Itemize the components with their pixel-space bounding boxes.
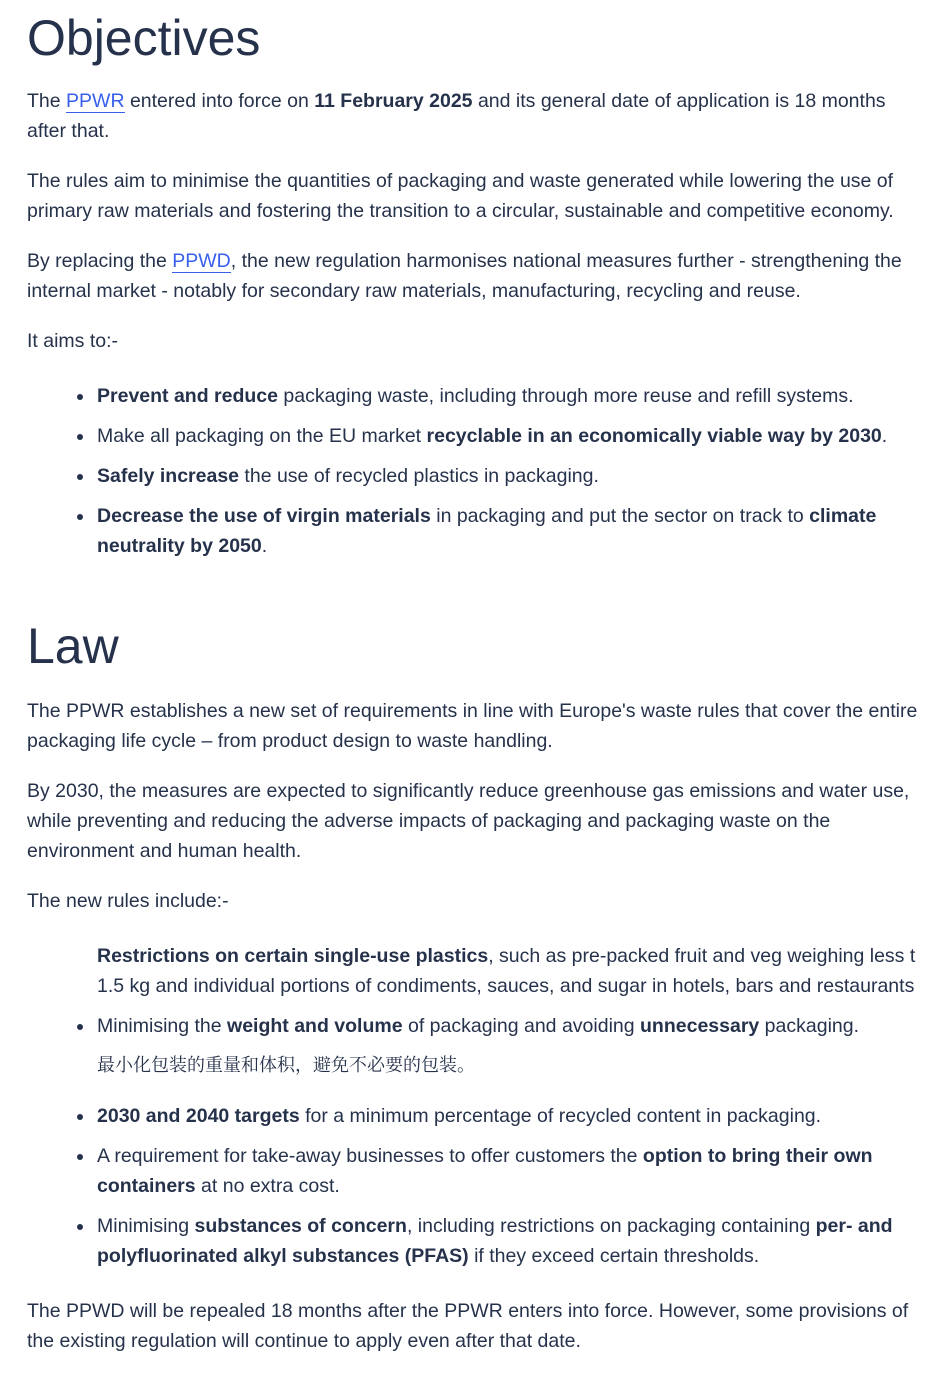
- objectives-paragraph-1: The PPWR entered into force on 11 February 2025 and its general date of application is 18 months after that.: [27, 90, 886, 142]
- rules-intro: The new rules include:-: [27, 890, 229, 912]
- law-paragraph-2: By 2030, the measures are expected to significantly reduce greenhouse gas emissions and water use, while preventing and reducing the adverse impacts of packaging and packaging waste on the environment and human health.: [27, 780, 910, 862]
- ppwr-link[interactable]: PPWR: [66, 90, 125, 112]
- list-item: Decrease the use of virgin materials in packaging and put the sector on track to climate neutrality by 2050.: [97, 501, 936, 561]
- list-item: Safely increase the use of recycled plastics in packaging.: [97, 461, 936, 491]
- list-item: Prevent and reduce packaging waste, including through more reuse and refill systems.: [97, 381, 936, 411]
- objectives-paragraph-3: By replacing the PPWD, the new regulation harmonises national measures further - strengthening the internal market - notably for secondary raw materials, manufacturing, recycling and reuse.: [27, 250, 902, 302]
- aims-list: [27, 381, 936, 561]
- list-item: A requirement for take-away businesses to offer customers the option to bring their own containers at no extra cost.: [97, 1141, 936, 1201]
- law-paragraph-1: The PPWR establishes a new set of requirements in line with Europe's waste rules that cover the entire packaging life cycle – from product design to waste handling.: [27, 700, 918, 752]
- ppwd-link[interactable]: PPWD: [172, 250, 231, 272]
- objectives-heading: Objectives: [27, 10, 261, 66]
- entry-date: 11 February 2025: [314, 90, 473, 112]
- rules-list: [27, 941, 936, 1271]
- chinese-translation: 最小化包装的重量和体积，避免不必要的包装。: [97, 1055, 475, 1076]
- objectives-paragraph-2: The rules aim to minimise the quantities of packaging and waste generated while lowering the use of primary raw materials and fostering the transition to a circular, sustainable and competitive economy.: [27, 170, 894, 222]
- list-item: Minimising substances of concern, including restrictions on packaging containing per- and polyfluorinated alkyl substances (PFAS) if they exceed certain thresholds.: [97, 1211, 936, 1271]
- list-item: Minimising the weight and volume of packaging and avoiding unnecessary packaging. 最小化包装的重量和体积，避免不必要的包装。: [97, 1011, 936, 1081]
- article-content: [27, 0, 936, 1376]
- aims-intro: It aims to:-: [27, 330, 119, 352]
- law-paragraph-4: The PPWD will be repealed 18 months after the PPWR enters into force. However, some provisions of the existing regulation will continue to apply even after that date.: [27, 1300, 909, 1352]
- list-item: 2030 and 2040 targets for a minimum percentage of recycled content in packaging.: [97, 1101, 936, 1131]
- law-heading: Law: [27, 618, 119, 674]
- list-item: Restrictions on certain single-use plastics, such as pre-packed fruit and veg weighing less t 1.5 kg and individual portions of condiments, sauces, and sugar in hotels, bars and restaurants: [97, 941, 936, 1001]
- list-item: Make all packaging on the EU market recyclable in an economically viable way by 2030.: [97, 421, 936, 451]
